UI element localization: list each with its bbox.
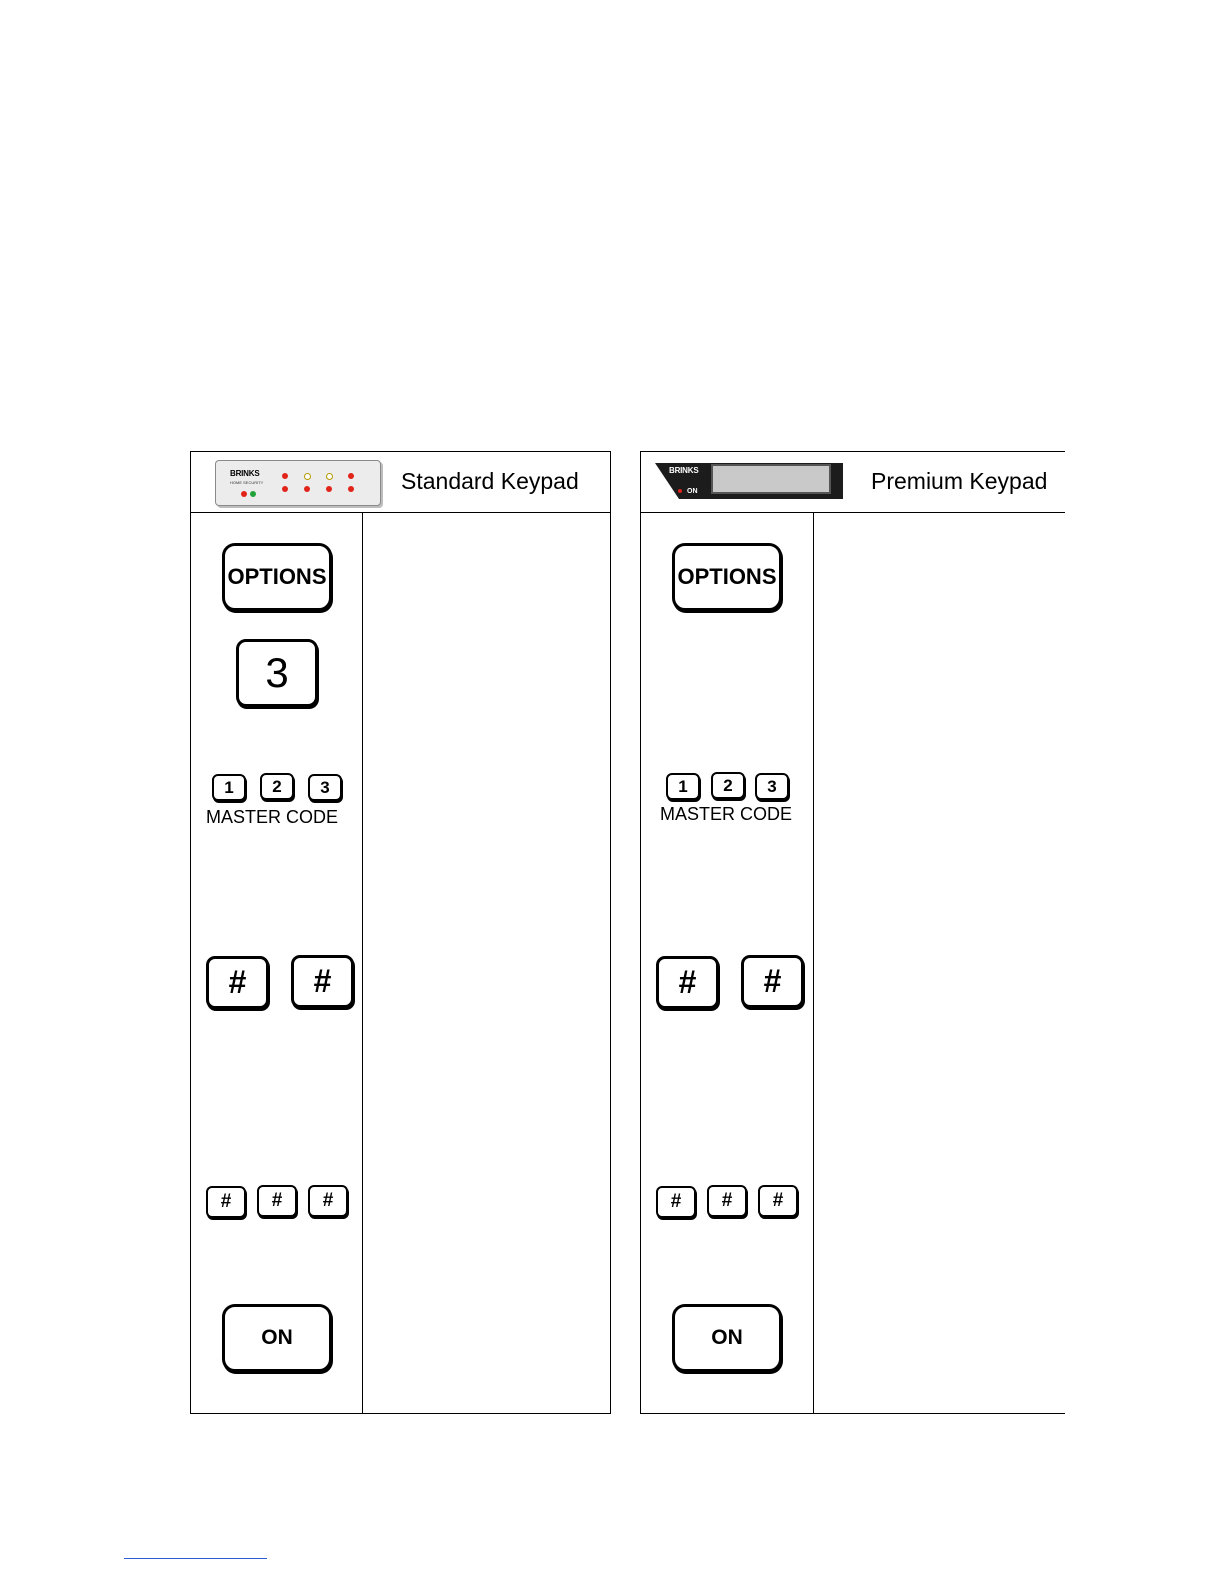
led-icon [348, 486, 354, 492]
standard-keypad-header [191, 452, 610, 513]
code-key-1: 1 [212, 774, 246, 801]
hash-key-small: # [308, 1185, 348, 1217]
hash-key: # [656, 956, 719, 1009]
led-icon [348, 473, 354, 479]
led-icon [282, 486, 288, 492]
code-key-3: 3 [755, 773, 789, 800]
led-icon [326, 486, 332, 492]
code-key-2: 2 [260, 773, 294, 800]
three-key: 3 [236, 639, 318, 707]
brand-subtitle: HOME SECURITY [230, 480, 264, 485]
premium-keypad-panel [640, 451, 1065, 1414]
brand-logo: BRINKS [230, 469, 260, 478]
on-key: ON [672, 1304, 782, 1372]
led-icon [282, 473, 288, 479]
code-key-1: 1 [666, 773, 700, 800]
premium-keypad-device-image [653, 461, 845, 501]
code-key-2: 2 [711, 772, 745, 799]
brand-logo: BRINKS [669, 466, 699, 475]
hash-key: # [741, 955, 804, 1008]
hash-key: # [206, 956, 269, 1009]
panel-title: Premium Keypad [871, 468, 1048, 494]
led-icon [304, 486, 310, 492]
hash-key-small: # [257, 1185, 297, 1217]
hash-key-small: # [656, 1186, 696, 1218]
premium-keypad-header [641, 452, 1065, 513]
hash-key-small: # [758, 1185, 798, 1217]
led-icon [304, 473, 311, 480]
led-icon [241, 491, 247, 497]
options-key: OPTIONS [222, 543, 332, 611]
footnote-rule [124, 1558, 267, 1559]
on-indicator-label: ON [687, 488, 698, 495]
lcd-screen [711, 464, 831, 494]
standard-keypad-panel [190, 451, 611, 1414]
standard-keypad-device-image [215, 460, 381, 506]
hash-key-small: # [206, 1186, 246, 1218]
code-key-3: 3 [308, 774, 342, 801]
column-divider [362, 512, 363, 1413]
master-code-label: MASTER CODE [206, 807, 339, 827]
hash-key-small: # [707, 1185, 747, 1217]
column-divider [813, 512, 814, 1413]
hash-key: # [291, 955, 354, 1008]
led-icon [326, 473, 333, 480]
master-code-label: MASTER CODE [660, 804, 793, 824]
options-key: OPTIONS [672, 543, 782, 611]
panel-title: Standard Keypad [401, 468, 579, 494]
led-icon [250, 491, 256, 497]
on-key: ON [222, 1304, 332, 1372]
